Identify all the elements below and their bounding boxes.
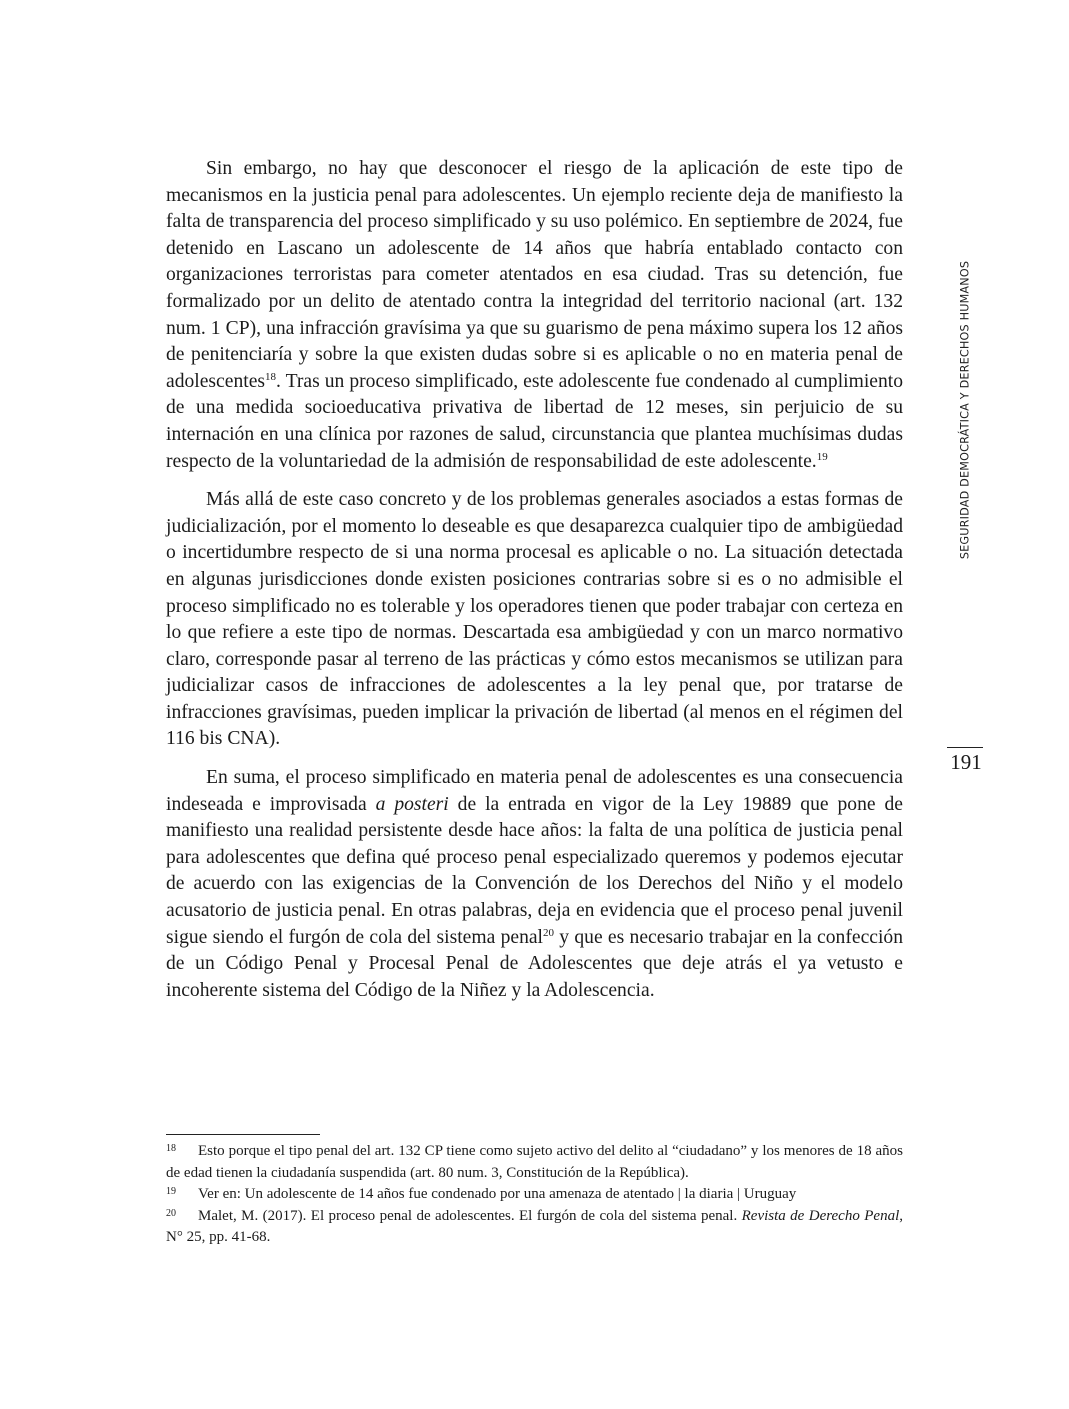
footnote-text: Esto porque el tipo penal del art. 132 CP tiene como sujeto activo del delito al “ciudadano” y los menores de 18 años de edad tienen la ciudadanía suspendida (art. 80 num. 3, Constitución de la República). bbox=[166, 1143, 903, 1181]
text-run: de la entrada en vigor de la Ley 19889 que pone de manifiesto una realidad persistente desde hace años: la falta de una política de justicia penal para adolescentes que defina qué proceso penal especializado queremos y podemos ejecutar de acuerdo con las exigencias de la Convención de los Derechos del Niño y el modelo acusatorio de justicia penal. En otras palabras, deja en evidencia que el proceso penal juvenil sigue siendo el furgón de cola del sistema penal bbox=[166, 793, 903, 948]
footnote-number: 20 bbox=[166, 1207, 176, 1219]
text-run: Sin embargo, no hay que desconocer el riesgo de la aplicación de este tipo de mecanismos en la justicia penal para adolescentes. Un ejemplo reciente deja de manifiesto la falta de transparencia del proceso simplificado y su uso polémico. En septiembre de 2024, fue detenido en Lascano un adolescente de 14 años que habría entablado contacto con organizaciones terroristas para cometer atentados en esa ciudad. Tras su detención, fue formalizado por un delito de atentado contra la integridad del territorio nacional (art. 132 num. 1 CP), una infracción gravísima ya que su guarismo de pena máximo supera los 12 años de penitenciaría y sobre la que existen dudas sobre si es aplicable o no en materia penal de adolescentes bbox=[166, 158, 903, 392]
footnote-ref[interactable]: 18 bbox=[265, 370, 277, 383]
footnote bbox=[166, 1184, 903, 1206]
footnote bbox=[166, 1206, 903, 1249]
text-run: Más allá de este caso concreto y de los problemas generales asociados a estas formas de judicialización, por el momento lo deseable es que desaparezca cualquier tipo de ambigüedad o incertidumbre respecto de si una norma procesal es aplicable o no. La situación detectada en algunas jurisdicciones donde existen posiciones contrarias sobre si es o no admisible el proceso simplificado no es tolerable y los operadores tienen que poder trabajar con certeza en lo que refiere a este tipo de normas. Descartada esa ambigüedad y con un marco normativo claro, corresponde pasar al terreno de las prácticas y cómo estos mecanismos se utilizan para judicializar casos de infracciones de adolescentes a la ley penal que, por tratarse de infracciones gravísimas, pueden implicar la privación de libertad (al menos en el régimen del 116 bis CNA). bbox=[166, 489, 903, 750]
paragraph bbox=[166, 487, 903, 753]
text-run: y que es necesario trabajar en la confección de un Código Penal y Procesal Penal de Adolescentes que deje atrás el ya vetusto e incoherente sistema del Código de la Niñez y la Adolescencia. bbox=[166, 926, 903, 1001]
footnote-text: Malet, M. (2017). El proceso penal de adolescentes. El furgón de cola del sistema penal. bbox=[198, 1207, 742, 1224]
italic-text: a posteri bbox=[375, 793, 449, 815]
footnote-text: , N° 25, pp. 41-68. bbox=[166, 1207, 903, 1245]
journal-title: Revista de Derecho Penal bbox=[741, 1207, 900, 1224]
text-run: . Tras un proceso simplificado, este adolescente fue condenado al cumplimiento de una medida socioeducativa privativa de libertad de 12 meses, sin perjuicio de su internación en una clínica por razones de salud, circunstancia que plantea muchísimas dudas respecto de la voluntariedad de la admisión de responsabilidad de este adolescente. bbox=[166, 370, 903, 472]
footnote-separator bbox=[166, 1134, 320, 1135]
running-header-text: SEGURIDAD DEMOCRÁTICA Y DERECHOS HUMANOS bbox=[958, 260, 972, 560]
main-text bbox=[166, 156, 903, 1016]
text-run: En suma, el proceso simplificado en materia penal de adolescentes es una consecuencia indeseada e improvisada bbox=[166, 767, 903, 815]
paragraph bbox=[166, 156, 903, 475]
page-number: 191 bbox=[950, 750, 982, 774]
footnote-ref[interactable]: 20 bbox=[543, 926, 555, 939]
footnotes bbox=[166, 1141, 903, 1249]
footnote-number: 18 bbox=[166, 1143, 176, 1154]
paragraph bbox=[166, 765, 903, 1004]
footnote-ref[interactable]: 19 bbox=[816, 450, 828, 463]
footnote-number: 19 bbox=[166, 1186, 176, 1197]
footnote bbox=[166, 1141, 903, 1184]
page-number-rule bbox=[947, 747, 983, 748]
footnote-text[interactable]: Ver en: Un adolescente de 14 años fue condenado por una amenaza de atentado | la diaria | Uruguay bbox=[198, 1186, 797, 1202]
